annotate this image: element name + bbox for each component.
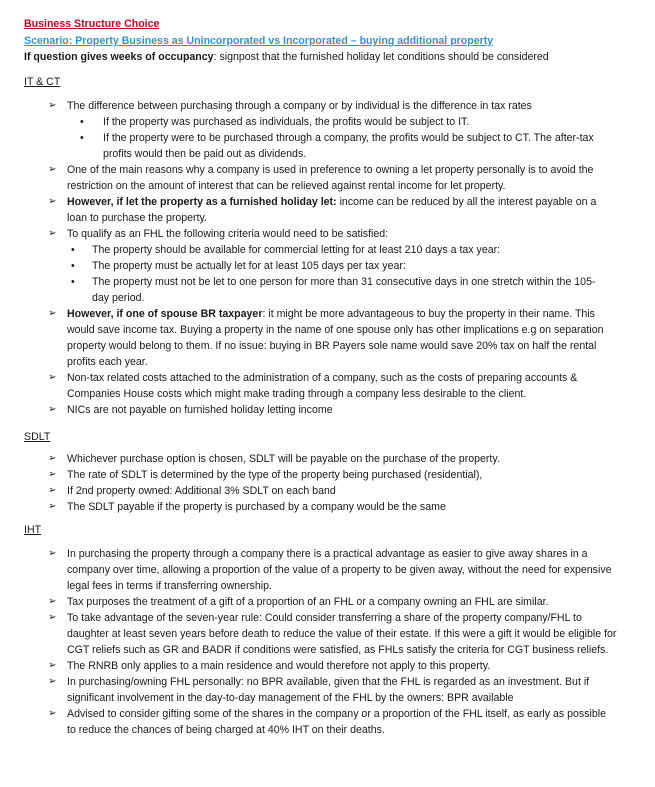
bullet-icon: • [71,276,75,288]
list-subitem-text: The property must not be let to one person for more than 31 consecutive days in one stretch within the 105-day period. [92,276,596,304]
list-it-ct [0,98,655,418]
arrow-bullet-icon: ➢ [48,100,57,111]
list-item [0,658,655,674]
list-item [0,226,655,242]
list-item-text [67,194,617,226]
arrow-bullet-icon: ➢ [48,469,57,480]
bullet-icon: • [80,132,84,144]
furnished-holiday-let-rest: income can be reduced by all the interest payable on a loan to purchase the property. [67,196,597,224]
arrow-bullet-icon: ➢ [48,501,57,512]
list-item [0,451,655,467]
list-item-text: To take advantage of the seven-year rule: Could consider transferring a share of the property company/FHL to daughter at least seven years before death to reduce the value of their estate. If this were a gift it would be eligible for CGT reliefs such as GR and BADR if conditions were satisfied, as FHLs satisfy the criteria for CGT business reliefs. [67,612,617,656]
section-heading-it-ct: IT & CT [24,76,61,88]
spouse-br-taxpayer-bold: However, if one of spouse BR taxpayer [67,308,263,320]
list-item [0,162,655,194]
list-item-text: Advised to consider gifting some of the shares in the company or a proportion of the FHL itself, as early as possible to reduce the chances of being charged at 40% IHT on their deaths. [67,708,606,736]
list-item-text: NICs are not payable on furnished holiday letting income [67,404,333,416]
bullet-icon: • [71,260,75,272]
list-subitem-text: If the property were to be purchased through a company, the profits would be subject to CT. The after-tax profits would then be paid out as dividends. [103,132,594,160]
list-iht [0,546,655,738]
arrow-bullet-icon: ➢ [48,228,57,239]
list-subitem [0,114,655,130]
list-subitem-text: The property should be available for commercial letting for at least 210 days a tax year: [92,244,501,256]
list-item [0,306,655,370]
bullet-icon: • [71,244,75,256]
list-item [0,594,655,610]
list-item-text: To qualify as an FHL the following criteria would need to be satisfied: [67,228,389,240]
list-item [0,467,655,483]
list-subitem [0,242,655,258]
list-item-text: One of the main reasons why a company is used in preference to owning a let property personally is to avoid the restriction on the amount of interest that can be relieved against rental income for let property. [67,164,594,192]
list-item [0,402,655,418]
list-item-text: Tax purposes the treatment of a gift of a proportion of an FHL or a company owning an FHL are similar. [67,596,549,608]
list-subitem [0,258,655,274]
list-subitem-text: If the property was purchased as individuals, the profits would be subject to IT. [103,116,470,128]
occupancy-note-text: : signpost that the furnished holiday let conditions should be considered [213,51,549,63]
occupancy-note [24,49,549,65]
section-heading-sdlt: SDLT [24,431,51,443]
arrow-bullet-icon: ➢ [48,404,57,415]
furnished-holiday-let-bold: However, if let the property as a furnished holiday let: [67,196,337,208]
list-item-text: In purchasing/owning FHL personally: no BPR available, given that the FHL is regarded as an investment. But if significant involvement in the day-to-day management of the FHL by the owners: BPR available [67,676,590,704]
list-subitem [0,130,655,162]
list-item [0,674,655,706]
list-item-text: The RNRB only applies to a main residence and would therefore not apply to this property. [67,660,491,672]
arrow-bullet-icon: ➢ [48,485,57,496]
list-item [0,483,655,499]
arrow-bullet-icon: ➢ [48,676,57,687]
list-item [0,370,655,402]
list-item-text: The difference between purchasing through a company or by individual is the difference in tax rates [67,100,532,112]
spouse-br-taxpayer-rest: : it might be more advantageous to buy the property in their name. This would save income tax. Buying a property in the name of one spouse only has other implications e.g on separation property would belong to them. If no issue: buying in BR Payers sole name would save 20% tax on half the rental profits each year. [67,308,604,368]
list-item-text: Non-tax related costs attached to the administration of a company, such as the costs of preparing accounts & Companies House costs which might make trading through a company less desirable to the client. [67,372,578,400]
list-item-text: The rate of SDLT is determined by the type of the property being purchased (residential), [67,469,483,481]
arrow-bullet-icon: ➢ [48,372,57,383]
arrow-bullet-icon: ➢ [48,612,57,623]
arrow-bullet-icon: ➢ [48,596,57,607]
arrow-bullet-icon: ➢ [48,708,57,719]
bullet-icon: • [80,116,84,128]
arrow-bullet-icon: ➢ [48,308,57,319]
list-subitem [0,274,655,306]
arrow-bullet-icon: ➢ [48,196,57,207]
list-item-text: If 2nd property owned: Additional 3% SDLT on each band [67,485,336,497]
list-item [0,98,655,114]
list-item-text [67,306,617,370]
scenario-heading: Scenario: Property Business as Unincorporated vs Incorporated – buying additional property [24,35,494,47]
arrow-bullet-icon: ➢ [48,660,57,671]
document-title: Business Structure Choice [24,18,160,30]
list-item-text: Whichever purchase option is chosen, SDLT will be payable on the purchase of the property. [67,453,500,465]
list-item [0,610,655,658]
list-item [0,706,655,738]
list-item-text: In purchasing the property through a company there is a practical advantage as easier to give away shares in a company over time, allowing a proportion of the value of a property to be given away, without the need for expensive legal fees in terms if transferring ownership. [67,548,612,592]
list-subitem-text: The property must be actually let for at least 105 days per tax year: [92,260,406,272]
list-item-text: The SDLT payable if the property is purchased by a company would be the same [67,501,446,513]
section-heading-iht: IHT [24,524,42,536]
arrow-bullet-icon: ➢ [48,453,57,464]
list-sdlt [0,451,655,515]
arrow-bullet-icon: ➢ [48,548,57,559]
occupancy-note-bold: If question gives weeks of occupancy [24,51,214,63]
arrow-bullet-icon: ➢ [48,164,57,175]
list-item [0,499,655,515]
list-item [0,546,655,594]
list-item [0,194,655,226]
